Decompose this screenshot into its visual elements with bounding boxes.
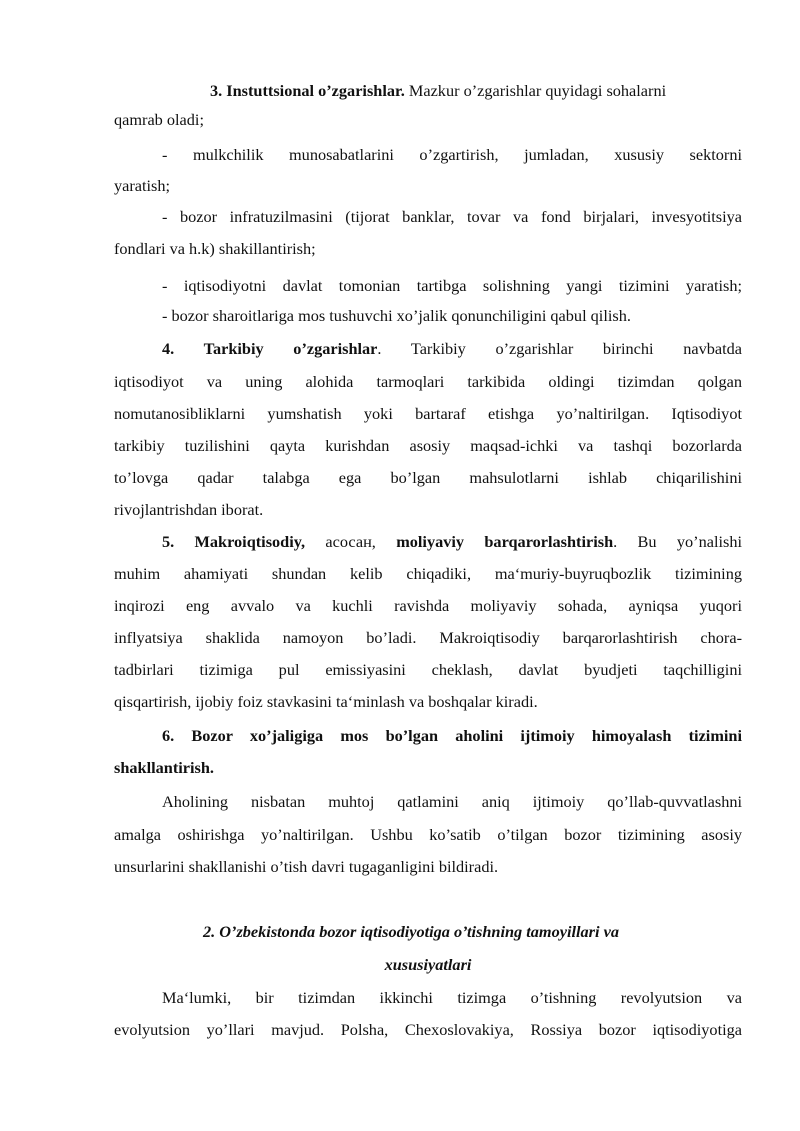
section5-line3: inqirozi eng avvalo va kuchli ravishda moliyaviy sohada, ayniqsa yuqori — [114, 596, 742, 615]
section5-heading-a: 5. Makroiqtisodiy, — [162, 532, 306, 551]
section3-item1-cont: yaratish; — [114, 176, 171, 195]
section6-heading-b: shakllantirish. — [114, 758, 214, 777]
section4-line1: . Tarkibiy o’zgarishlar birinchi navbatda — [377, 339, 743, 358]
section6-heading-a: 6. Bozor xo’jaligiga mos bo’lgan aholini ijtimoiy himoyalash tizimini — [162, 726, 742, 745]
section2-title-cont — [114, 955, 742, 975]
section4-line3: nomutanosibliklarni yumshatish yoki bartaraf etishga yo’naltirilgan. Iqtisodiyot — [114, 404, 742, 423]
section2-title-a: 2. O’zbekistonda bozor iqtisodiyotiga o’tishning tamoyillari va — [203, 922, 619, 941]
section2-line2: evolyutsion yo’llari mavjud. Polsha, Chexoslovakiya, Rossiya bozor iqtisodiyotiga — [114, 1020, 742, 1039]
section4-first-line — [162, 339, 742, 359]
section2-line1: Ma‘lumki, bir tizimdan ikkinchi tizimga o’tishning revolyutsion va — [162, 988, 742, 1007]
section3-first-line — [210, 81, 742, 101]
section4-line4: tarkibiy tuzilishini qayta kurishdan asosiy maqsad-ichki va tashqi bozorlarda — [114, 436, 742, 455]
section6-line1: Aholining nisbatan muhtoj qatlamini aniq ijtimoiy qo’llab-quvvatlashni — [162, 792, 742, 811]
section3-item2-cont: fondlari va h.k) shakillantirish; — [114, 239, 316, 258]
section6-heading — [162, 726, 742, 746]
section5-line1: . Bu yo’nalishi — [613, 532, 743, 551]
section2-title — [203, 922, 743, 942]
section4-line5: to’lovga qadar talabga ega bo’lgan mahsulotlarni ishlab chiqarilishini — [114, 468, 742, 487]
section6-line3: unsurlarini shakllanishi o’tish davri tugaganligini bildiradi. — [114, 857, 499, 876]
section5-line4: inflyatsiya shaklida namoyon bo’ladi. Makroiqtisodiy barqarorlashtirish chora- — [114, 628, 742, 647]
section5-first-line — [162, 532, 742, 552]
section3-item3: - iqtisodiyotni davlat tomonian tartibga solishning yangi tizimini yaratish; — [162, 276, 742, 295]
section3-intro: Mazkur o’zgarishlar quyidagi sohalarni — [408, 81, 667, 100]
section4-line2: iqtisodiyot va uning alohida tarmoqlari tarkibida oldingi tizimdan qolgan — [114, 372, 742, 391]
section3-heading: 3. Instuttsional o’zgarishlar. — [210, 81, 405, 100]
section5-heading-b: moliyaviy barqarorlashtirish — [396, 532, 614, 551]
section5-line5: tadbirlari tizimiga pul emissiyasini cheklash, davlat byudjeti taqchilligini — [114, 660, 742, 679]
section6-line2: amalga oshirishga yo’naltirilgan. Ushbu ko’satib o’tilgan bozor tizimining asosiy — [114, 825, 742, 844]
section3-item2: - bozor infratuzilmasini (tijorat banklar, tovar va fond birjalari, invesyotitsiya — [162, 207, 742, 226]
section5-mid: асосан, — [305, 532, 397, 551]
section3-intro-cont: qamrab oladi; — [114, 110, 204, 129]
section2-title-b: xususiyatlari — [384, 955, 472, 974]
section3-item4: - bozor sharoitlariga mos tushuvchi xo’jalik qonunchiligini qabul qilish. — [162, 306, 631, 325]
section5-line2: muhim ahamiyati shundan kelib chiqadiki, ma‘muriy-buyruqbozlik tizimining — [114, 564, 742, 583]
section4-line6: rivojlantrishdan iborat. — [114, 500, 264, 519]
section6-heading-cont — [114, 758, 742, 778]
section3-item1: - mulkchilik munosabatlarini o’zgartirish, jumladan, xususiy sektorni — [162, 145, 742, 164]
section4-heading: 4. Tarkibiy o’zgarishlar — [162, 339, 378, 358]
section5-line6: qisqartirish, ijobiy foiz stavkasini ta‘minlash va boshqalar kiradi. — [114, 692, 538, 711]
